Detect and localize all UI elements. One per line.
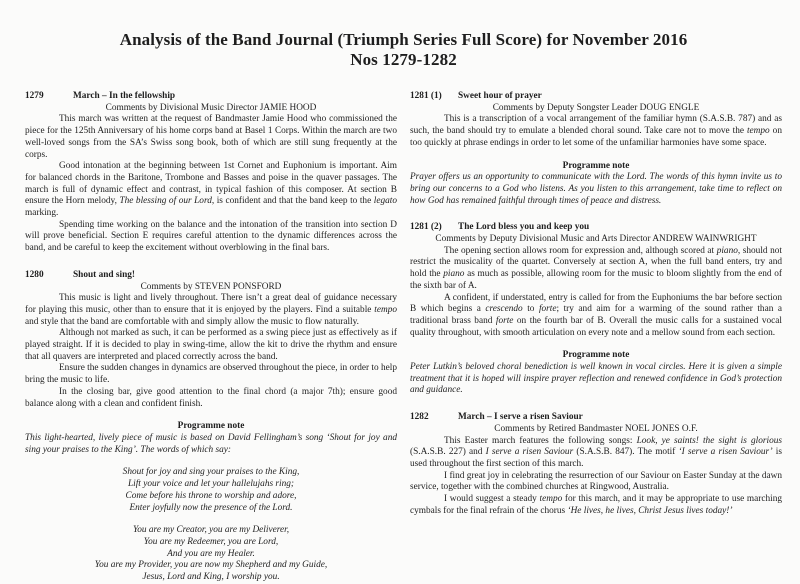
section-number: 1281 (2) bbox=[410, 222, 442, 233]
body-paragraph: A confident, if understated, entry is called for from the Euphoniums the bar before section B which begins a crescendo to forte; try and aim for a warming of the sound rather than a traditional brass band forte on the fourth bar of B. Overall the music calls for a sustained vocal quality throughout, with smooth articulation on every note and a mellow sound from each section. bbox=[410, 292, 782, 338]
verse-line: Shout for joy and sing your praises to the King, bbox=[122, 467, 300, 478]
verse-line: Jesus, Lord and King, I worship you. bbox=[142, 572, 280, 583]
section-heading bbox=[25, 91, 397, 103]
section-byline: Comments by Divisional Music Director JAMIE HOOD bbox=[105, 102, 317, 113]
section-byline: Comments by Deputy Divisional Music and Arts Director ANDREW WAINWRIGHT bbox=[435, 234, 757, 245]
section-byline: Comments by Retired Bandmaster NOEL JONES O.F. bbox=[494, 423, 698, 434]
body-paragraph: This music is light and lively throughout. There isn’t a great deal of guidance necessary for playing this music, other than to ensure that it is enjoyed by the players. Find a suitable tempo and style that the band are comfortable with and simply allow the music to flow naturally. bbox=[25, 293, 397, 327]
verse-line: Come before his throne to worship and adore, bbox=[125, 490, 297, 501]
section-heading bbox=[410, 412, 782, 424]
programme-note-text: Prayer offers us an opportunity to communicate with the Lord. The words of this hymn invite us to bring our concerns to a God who listens. As you listen to this arrangement, take time to reflect on how God has remained faithful through times of peace and distress. bbox=[410, 172, 782, 206]
column-right bbox=[410, 91, 782, 584]
body-paragraph: Although not marked as such, it can be performed as a swing piece just as effectively as if played straight. If it is decided to play in swing-time, allow the kit to drive the rhythm and ensure that all quavers are interpreted and placed correctly across the band. bbox=[25, 328, 397, 362]
song-verse bbox=[25, 525, 397, 584]
programme-note-heading: Programme note bbox=[562, 350, 630, 361]
body-paragraph: Good intonation at the beginning between 1st Cornet and Euphonium is important. Aim for balanced chords in the Baritone, Trombone and Basses and poise in the quaver passages. The march is full of dynamic effect and contrast, in typical fashion of this composer. At section B ensure the Horn melody, The blessing of our Lord, is confident and that the band keep to the legato marking. bbox=[25, 161, 397, 219]
body-paragraph: This is a transcription of a vocal arrangement of the familiar hymn (S.A.S.B. 787) and as such, the band should try to emulate a blended choral sound. Take care not to move the tempo on too quickly at phrase endings in order to let some of the unfamiliar harmonies have some space. bbox=[410, 114, 782, 148]
body-paragraph: In the closing bar, give good attention to the final chord (a major 7th); ensure good balance along with a clean and confident finish. bbox=[25, 386, 397, 409]
document-title bbox=[25, 30, 782, 70]
section-heading bbox=[410, 222, 782, 234]
column-left bbox=[25, 91, 397, 584]
section-title: March – I serve a risen Saviour bbox=[458, 412, 583, 423]
programme-note-heading: Programme note bbox=[562, 160, 630, 171]
body-paragraph: This Easter march features the following songs: Look, ye saints! the sight is glorious (S.A.S.B. 227) and I serve a risen Saviour (S.A.S.B. 847). The motif ‘I serve a risen Saviour’ is used throughout the first section of this march. bbox=[410, 435, 783, 469]
verse-line: Enter joyfully now the presence of the Lord. bbox=[129, 502, 293, 513]
verse-line: You are my Creator, you are my Deliverer, bbox=[132, 525, 290, 536]
programme-note-heading: Programme note bbox=[177, 421, 245, 432]
verse-line: You are my Provider, you are now my Shepherd and my Guide, bbox=[94, 560, 328, 571]
section-byline: Comments by STEVEN PONSFORD bbox=[140, 281, 282, 292]
document-title-line1: Analysis of the Band Journal (Triumph Series Full Score) for November 2016 bbox=[119, 30, 688, 49]
section-byline: Comments by Deputy Songster Leader DOUG ENGLE bbox=[492, 102, 700, 113]
section-number: 1279 bbox=[25, 91, 44, 101]
document-title-line2: Nos 1279-1282 bbox=[350, 50, 457, 69]
body-paragraph: This march was written at the request of Bandmaster Jamie Hood who commissioned the piece for the 125th Anniversary of his home corps band at Basel 1 Corps. Within the march are two well-loved songs from the SA’s Swiss song book, both of which are still sung frequently at the corps. bbox=[25, 114, 397, 160]
verse-line: Lift your voice and let your hallelujahs ring; bbox=[127, 479, 295, 490]
body-paragraph: The opening section allows room for expression and, although scored at piano, should not restrict the musicality of the quartet. Conversely at section A, when the full band enters, try and hold the piano as much as possible, allowing room for the music to bloom slightly from the end of the sixth bar of A. bbox=[410, 245, 782, 291]
song-verse bbox=[25, 467, 397, 514]
section-heading bbox=[410, 91, 782, 103]
body-paragraph: Ensure the sudden changes in dynamics are observed throughout the piece, in order to help bring the music to life. bbox=[25, 363, 397, 386]
body-paragraph: Spending time working on the balance and the intonation of the transition into section D will prove beneficial. Section E requires careful attention to the dynamic differences across the band, and be careful to keep the excitement without overblowing in the final bars. bbox=[25, 219, 397, 254]
two-column-layout bbox=[25, 91, 782, 584]
section-number: 1282 bbox=[410, 412, 429, 423]
verse-line: You are my Redeemer, you are Lord, bbox=[143, 536, 279, 547]
verse-line: And you are my Healer. bbox=[167, 548, 255, 559]
programme-note-text: Peter Lutkin’s beloved choral benediction is well known in vocal circles. Here it is given a simple treatment that it is hoped will inspire prayer reflection and renewed confidence in God’s protection and guidance. bbox=[410, 362, 782, 396]
programme-note-text: This light-hearted, lively piece of music is based on David Fellingham’s song ‘Shout for joy and sing your praises to the King’. The words of which say: bbox=[25, 432, 397, 455]
body-paragraph: I find great joy in celebrating the resurrection of our Saviour on Easter Sunday at the dawn service, together with the combined churches at Ringwood, Australia. bbox=[410, 470, 782, 493]
section-heading bbox=[25, 270, 397, 282]
body-paragraph: I would suggest a steady tempo for this march, and it may be appropriate to use marching cymbals for the final refrain of the chorus ‘He lives, he lives, Christ Jesus lives today!’ bbox=[410, 494, 782, 516]
section-title: The Lord bless you and keep you bbox=[458, 222, 590, 233]
section-title: March – In the fellowship bbox=[73, 91, 176, 101]
section-title: Shout and sing! bbox=[73, 269, 136, 280]
section-title: Sweet hour of prayer bbox=[458, 91, 542, 101]
section-number: 1281 (1) bbox=[410, 91, 442, 101]
section-number: 1280 bbox=[25, 269, 44, 280]
